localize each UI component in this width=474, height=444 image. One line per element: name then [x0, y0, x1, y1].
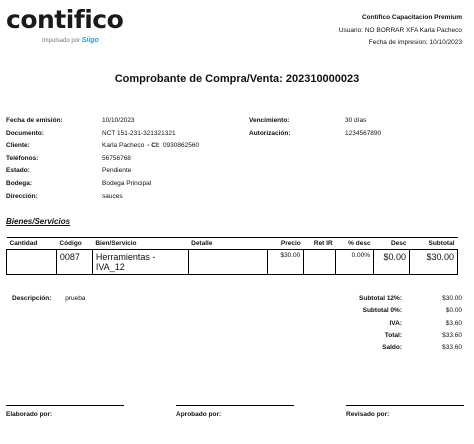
- logo-tagline-text: Impulsado por: [42, 38, 81, 44]
- total-value: $33.60: [442, 331, 462, 339]
- info-row-authorization: [249, 128, 381, 141]
- cell-ret-ir: [304, 250, 336, 275]
- info-label: Teléfonos:: [6, 154, 39, 162]
- info-label: Bodega:: [6, 179, 32, 187]
- cell-code: 0087: [56, 250, 92, 275]
- description: [12, 295, 85, 302]
- cell-price: $30.00: [268, 250, 304, 275]
- info-value: 10/10/2023: [102, 117, 135, 124]
- column-header: Precio: [268, 238, 304, 250]
- description-label: Descripción:: [12, 295, 52, 302]
- cell-discount-pct: 0.00%: [336, 250, 374, 275]
- signature-elaborated: [6, 405, 124, 425]
- total-row: [312, 342, 462, 354]
- total-row: [312, 293, 462, 305]
- info-value: Pendiente: [102, 167, 132, 175]
- info-row-phones: [6, 153, 199, 166]
- total-row: [312, 305, 462, 317]
- total-value: $0.00: [445, 307, 462, 315]
- total-label: Total:: [384, 331, 402, 339]
- client-id-value: 0930862560: [162, 142, 200, 150]
- info-value: 30 días: [345, 117, 367, 124]
- info-label: Vencimiento:: [249, 117, 290, 124]
- cell-item: Herramientas - IVA_12: [92, 250, 188, 275]
- info-value: 1234567890: [345, 129, 382, 137]
- company-user: Usuario: NO BORRAR XFA Karla Pacheco: [338, 26, 462, 34]
- total-label: Saldo:: [382, 344, 402, 352]
- total-value: $3.60: [445, 319, 462, 327]
- column-header: Subtotal: [410, 238, 458, 250]
- info-row-issue-date: [6, 115, 199, 128]
- signature-line: [176, 405, 294, 406]
- column-header: Ret IR: [304, 238, 336, 250]
- info-label: Autorización:: [249, 129, 291, 137]
- total-value: $33.60: [442, 344, 462, 352]
- cell-detail: [188, 250, 268, 275]
- company-header: [339, 12, 462, 50]
- company-logo: [6, 6, 136, 46]
- cell-subtotal: $30.00: [410, 250, 458, 275]
- total-label: Subtotal 0%:: [362, 307, 402, 315]
- client-id-label: - CI:: [147, 142, 160, 150]
- column-header: Código: [56, 238, 92, 250]
- info-row-document: [6, 128, 199, 141]
- company-name: Contifico Capacitacion Premium: [361, 14, 462, 21]
- column-header: Bien/Servicio: [92, 238, 188, 250]
- signature-line: [346, 405, 464, 406]
- total-row: [312, 330, 462, 342]
- print-date: Fecha de impresion: 10/10/2023: [368, 39, 462, 46]
- document-title: Comprobante de Compra/Venta: 202310000023: [114, 73, 360, 85]
- info-value: Karla Pacheco: [102, 142, 145, 150]
- signature-label: Aprobado por:: [176, 411, 222, 418]
- logo-wordmark: contifico: [6, 5, 124, 34]
- signature-line: [6, 405, 124, 406]
- info-value: sauces: [102, 192, 123, 200]
- info-label: Documento:: [6, 129, 44, 137]
- table-header-row: [7, 238, 458, 250]
- info-row-warehouse: [6, 178, 199, 191]
- info-label: Estado:: [6, 167, 30, 175]
- info-label: Dirección:: [6, 192, 38, 200]
- description-value: prueba: [65, 295, 86, 302]
- logo-tagline: [42, 37, 99, 44]
- totals-block: [312, 293, 462, 354]
- column-header: Cantidad: [7, 238, 57, 250]
- signature-label: Elaborado por:: [6, 411, 53, 418]
- signature-approved: [176, 405, 294, 425]
- partner-logo: Siigo: [81, 37, 99, 44]
- signature-reviewed: [346, 405, 464, 425]
- total-value: $30.00: [442, 295, 462, 302]
- document-info-left: [6, 115, 199, 203]
- cell-discount: $0.00: [374, 250, 410, 275]
- info-label: Cliente:: [6, 142, 30, 150]
- column-header: Desc: [374, 238, 410, 250]
- signature-label: Revisado por:: [346, 411, 390, 418]
- info-value: 56756768: [102, 154, 131, 162]
- items-table: [6, 237, 458, 275]
- info-row-address: [6, 191, 199, 204]
- cell-quantity: [7, 250, 57, 275]
- document-info-right: [249, 115, 381, 140]
- column-header: Detalle: [188, 238, 268, 250]
- table-row: [7, 250, 458, 275]
- info-row-client: [6, 140, 199, 153]
- info-label: Fecha de emisión:: [6, 117, 63, 124]
- total-row: [312, 318, 462, 330]
- total-label: IVA:: [389, 319, 402, 327]
- info-value: NCT 151-231-321321321: [102, 129, 176, 137]
- items-section-title: Bienes/Servicios: [6, 217, 71, 226]
- column-header: % desc: [336, 238, 374, 250]
- info-value: Bodega Principal: [102, 179, 152, 187]
- info-row-status: [6, 165, 199, 178]
- info-row-due: [249, 115, 381, 128]
- total-label: Subtotal 12%:: [359, 295, 402, 302]
